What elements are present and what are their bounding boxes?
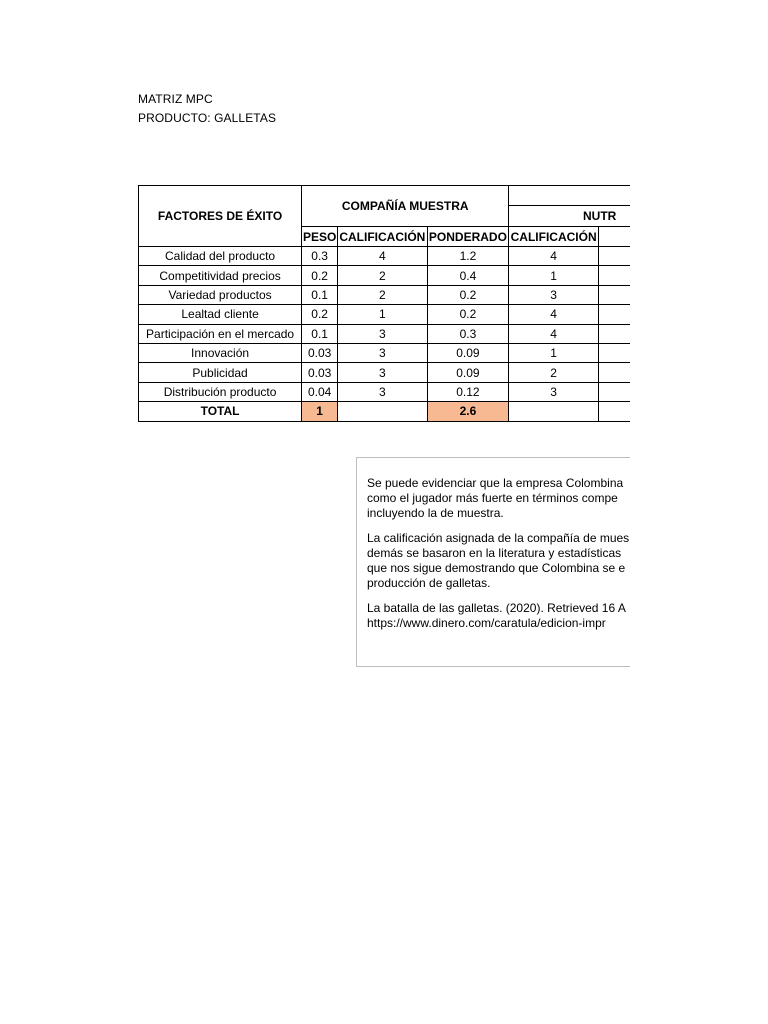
col-calificacion-competitor: CALIFICACIÓN: [509, 227, 599, 247]
factor-cell: Publicidad: [139, 363, 302, 382]
calificacion-competitor-cell: 4: [509, 324, 599, 343]
note-line: que nos sigue demostrando que Colombina se e: [367, 561, 626, 575]
note-line: La calificación asignada de la compañía de mues: [367, 531, 630, 545]
peso-cell: 0.04: [302, 382, 338, 401]
competitor-header: NUTR: [509, 206, 630, 227]
ponderado-cell: 0.12: [427, 382, 509, 401]
peso-cell: 0.1: [302, 324, 338, 343]
peso-cell: 0.1: [302, 285, 338, 304]
table-row: [139, 382, 631, 401]
cut-cell: [598, 324, 630, 343]
calificacion-cell: 3: [338, 382, 427, 401]
total-ponderado: 2.6: [427, 402, 509, 421]
factor-cell: Calidad del producto: [139, 247, 302, 266]
total-empty: [338, 402, 427, 421]
cut-cell: [598, 402, 630, 421]
calificacion-competitor-cell: 1: [509, 343, 599, 362]
total-empty-competitor: [509, 402, 599, 421]
note-line: producción de galletas.: [367, 576, 491, 590]
ponderado-cell: 0.2: [427, 285, 509, 304]
ponderado-cell: 0.09: [427, 363, 509, 382]
calificacion-cell: 3: [338, 363, 427, 382]
note-paragraph: [367, 531, 630, 591]
reference-url: https://www.dinero.com/caratula/edicion-impr: [367, 616, 606, 630]
col-peso: PESO: [302, 227, 338, 247]
note-line: incluyendo la de muestra.: [367, 506, 504, 520]
peso-cell: 0.2: [302, 305, 338, 324]
document-heading: [138, 90, 276, 128]
peso-cell: 0.2: [302, 266, 338, 285]
ponderado-cell: 0.09: [427, 343, 509, 362]
calificacion-competitor-cell: 2: [509, 363, 599, 382]
table-row: [139, 266, 631, 285]
factor-header: FACTORES DE ÉXITO: [139, 186, 302, 247]
calificacion-competitor-cell: 3: [509, 285, 599, 304]
calificacion-cell: 4: [338, 247, 427, 266]
cut-cell: [598, 305, 630, 324]
cut-cell: [598, 247, 630, 266]
peso-cell: 0.03: [302, 363, 338, 382]
table-row: [139, 247, 631, 266]
cut-cell: [598, 363, 630, 382]
col-cut: [598, 227, 630, 247]
cut-cell: [598, 285, 630, 304]
company-header: COMPAÑÍA MUESTRA: [302, 186, 509, 227]
note-paragraph: [367, 476, 630, 521]
table-row: [139, 305, 631, 324]
matrix-title: MATRIZ MPC: [138, 92, 213, 106]
calificacion-cell: 1: [338, 305, 427, 324]
table-row: [139, 343, 631, 362]
col-ponderado: PONDERADO: [427, 227, 509, 247]
calificacion-competitor-cell: 3: [509, 382, 599, 401]
note-line: Se puede evidenciar que la empresa Colombina: [367, 476, 624, 490]
calificacion-cell: 2: [338, 266, 427, 285]
calificacion-cell: 3: [338, 343, 427, 362]
ponderado-cell: 1.2: [427, 247, 509, 266]
note-reference: [367, 601, 630, 631]
note-line: demás se basaron en la literatura y estadísticas: [367, 546, 622, 560]
factor-cell: Participación en el mercado: [139, 324, 302, 343]
factor-cell: Innovación: [139, 343, 302, 362]
total-peso: 1: [302, 402, 338, 421]
table-row: [139, 363, 631, 382]
cut-cell: [598, 382, 630, 401]
factor-cell: Lealtad cliente: [139, 305, 302, 324]
product-title: PRODUCTO: GALLETAS: [138, 111, 277, 125]
cut-cell: [598, 266, 630, 285]
factor-cell: Distribución producto: [139, 382, 302, 401]
total-row: [139, 402, 631, 421]
calificacion-competitor-cell: 1: [509, 266, 599, 285]
peso-cell: 0.3: [302, 247, 338, 266]
factor-cell: Variedad productos: [139, 285, 302, 304]
calificacion-competitor-cell: 4: [509, 305, 599, 324]
mpc-table: [138, 185, 630, 422]
total-label: TOTAL: [139, 402, 302, 421]
cut-cell: [598, 343, 630, 362]
calificacion-competitor-cell: 4: [509, 247, 599, 266]
col-calificacion: CALIFICACIÓN: [338, 227, 427, 247]
peso-cell: 0.03: [302, 343, 338, 362]
reference-line: La batalla de las galletas. (2020). Retrieved 16 A: [367, 601, 626, 615]
factor-cell: Competitividad precios: [139, 266, 302, 285]
analysis-note-box: [356, 457, 630, 667]
calificacion-cell: 3: [338, 324, 427, 343]
note-line: como el jugador más fuerte en términos compe: [367, 491, 618, 505]
calificacion-cell: 2: [338, 285, 427, 304]
ponderado-cell: 0.4: [427, 266, 509, 285]
ponderado-cell: 0.2: [427, 305, 509, 324]
table-row: [139, 324, 631, 343]
competitor-header-top: [509, 186, 630, 206]
ponderado-cell: 0.3: [427, 324, 509, 343]
table-row: [139, 285, 631, 304]
